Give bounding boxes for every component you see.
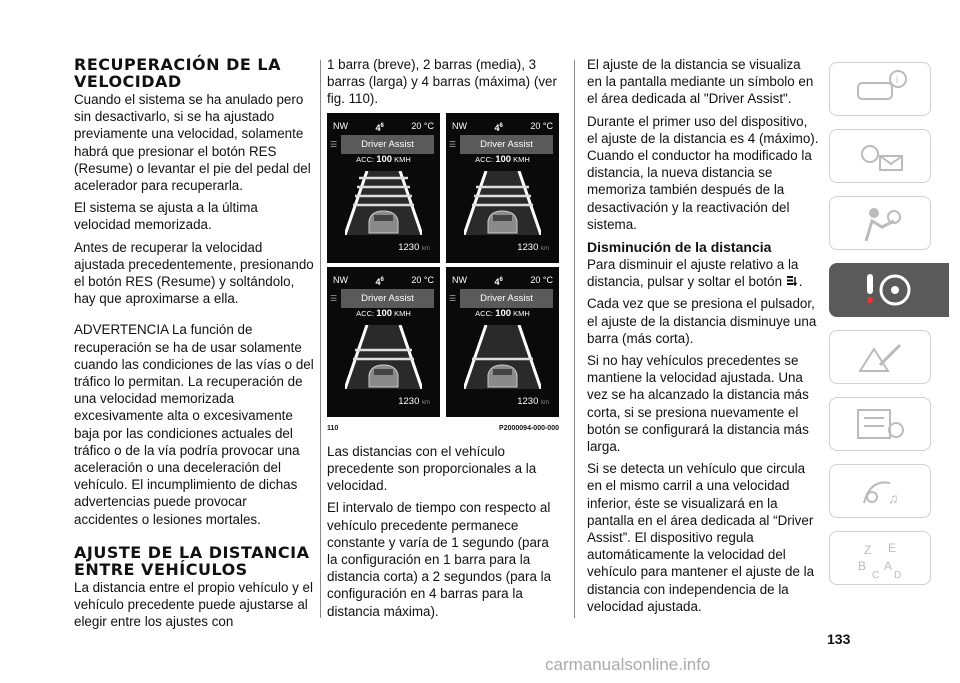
- compass-direction: NW: [333, 274, 348, 285]
- gear-value: 4: [494, 276, 500, 287]
- column-divider: [320, 60, 321, 618]
- road-distance-graphic: [345, 171, 422, 235]
- chapter-tab[interactable]: [829, 129, 931, 183]
- gear-sup: 6: [499, 122, 503, 129]
- road-distance-graphic: [345, 325, 422, 389]
- watermark: carmanualsonline.info: [545, 655, 711, 674]
- acc-speed-unit: KMH: [513, 308, 530, 318]
- warning-paragraph: ADVERTENCIA La función de recuperación se ha de usar solamente cuando las condiciones de las vías o del tráfico lo permitan. La recuperación de una velocidad memorizada excesivamente alta o excesivamente baja por las condiciones actuales del tráfico o de la vía podría provocar una aceleración o una deceleración del vehículo. El incumplimiento de dichas advertencias puede provocar accidentes o lesiones mortales.: [74, 322, 314, 527]
- svg-text:Z: Z: [864, 543, 872, 557]
- cluster-display-panel: [446, 113, 559, 263]
- acc-speed: [327, 305, 440, 322]
- temperature: 20 °C: [530, 120, 553, 131]
- cluster-display-panel: [327, 113, 440, 263]
- acc-speed-value: 100: [376, 153, 393, 165]
- paragraph: 1 barra (breve), 2 barras (media), 3 barras (larga) y 4 barras (máxima) (ver fig. 110).: [327, 57, 557, 107]
- subheading: Disminución de la distancia: [587, 239, 772, 256]
- cluster-display-panel: [446, 267, 559, 417]
- paragraph: La distancia entre el propio vehículo y el vehículo precedente puede ajustarse al elegir entre los ajustes con: [74, 579, 313, 630]
- distance-bars-icon: ☰: [330, 139, 338, 149]
- acc-speed-value: 100: [495, 153, 512, 165]
- odometer-unit: km: [422, 246, 430, 253]
- acc-prefix: ACC:: [475, 308, 494, 318]
- acc-prefix: ACC:: [356, 154, 375, 164]
- odometer-unit: km: [422, 400, 430, 407]
- own-car-icon: [488, 211, 517, 233]
- figure-code: P2000094-000-000: [499, 424, 559, 432]
- chapter-tab[interactable]: [829, 263, 949, 317]
- odometer-value: 1230: [398, 396, 420, 408]
- distance-bars-icon: ☰: [449, 139, 457, 149]
- section-heading: RECUPERACIÓN DE LA VELOCIDAD: [74, 55, 281, 91]
- compass-direction: NW: [452, 120, 467, 131]
- svg-text:♫: ♫: [888, 490, 899, 506]
- temperature: 20 °C: [411, 274, 434, 285]
- odometer-value: 1230: [517, 396, 539, 408]
- odometer: [517, 393, 549, 412]
- svg-text:B: B: [858, 559, 867, 573]
- paragraph: Si se detecta un vehículo que circula en el mismo carril a una velocidad inferior, éste se visualizará en la pantalla en el área dedicada al “Driver Assist”. El dispositivo regula automáticamente la velocidad del vehículo para mantener el ajuste de la distancia con independencia de la velocidad ajustada.: [587, 461, 815, 614]
- column-right: [587, 56, 819, 620]
- acc-speed-unit: KMH: [513, 154, 530, 164]
- paragraph: Para disminuir el ajuste relativo a la distancia, pulsar y soltar el botón .: [587, 257, 803, 290]
- paragraph: El sistema se ajusta a la última velocidad memorizada.: [74, 200, 258, 233]
- paragraph: Si no hay vehículos precedentes se mantiene la velocidad ajustada. Una vez se ha alcanzado la distancia más corta, si se presiona nuevamente el botón se configurará la distancia más larga.: [587, 353, 809, 455]
- distance-button-icon: [786, 275, 799, 287]
- own-car-icon: [488, 365, 517, 387]
- odometer-unit: km: [541, 400, 549, 407]
- chapter-tab[interactable]: [829, 531, 931, 585]
- column-divider: [574, 60, 575, 618]
- figure-cluster-displays: [327, 113, 559, 437]
- distance-bars-icon: ☰: [449, 293, 457, 303]
- paragraph: Cada vez que se presiona el pulsador, el ajuste de la distancia disminuye una barra (más corta).: [587, 296, 817, 346]
- gear-sup: 6: [380, 122, 384, 129]
- breakdown-icon: [850, 335, 910, 379]
- paragraph: El ajuste de la distancia se visualiza en la pantalla mediante un símbolo en el área dedicada al "Driver Assist".: [587, 57, 814, 107]
- odometer-unit: km: [541, 246, 549, 253]
- svg-text:E: E: [888, 541, 897, 555]
- paragraph: El intervalo de tiempo con respecto al vehículo precedente permanece constante y varía de 1 segundo (para la configuración en 1 barra para la distancia corta) a 2 segundos (para la configuración en 4 barras para la distancia máxima).: [327, 500, 552, 619]
- acc-speed-unit: KMH: [394, 154, 411, 164]
- acc-speed-unit: KMH: [394, 308, 411, 318]
- figure-caption: [327, 420, 559, 437]
- column-left: [74, 56, 314, 635]
- paragraph: Antes de recuperar la velocidad ajustada precedentemente, presionando el botón RES (Resume) y soltándolo, hay que aproximarse a ella.: [74, 239, 314, 307]
- chapter-tab[interactable]: [829, 196, 931, 250]
- gear-value: 4: [375, 276, 381, 287]
- road-distance-graphic: [464, 325, 541, 389]
- gear-sup: 6: [499, 276, 503, 283]
- acc-speed-value: 100: [495, 307, 512, 319]
- driver-assist-label: Driver Assist: [460, 135, 553, 154]
- maintenance-icon: [850, 402, 910, 446]
- svg-text:A: A: [884, 559, 893, 573]
- odometer: [398, 393, 430, 412]
- compass-direction: NW: [452, 274, 467, 285]
- odometer-value: 1230: [517, 242, 539, 254]
- distance-bars-icon: ☰: [330, 293, 338, 303]
- figure-panels: [327, 113, 559, 417]
- column-middle: [327, 56, 559, 625]
- own-car-icon: [369, 211, 398, 233]
- chapter-tab[interactable]: [829, 464, 931, 518]
- acc-prefix: ACC:: [475, 154, 494, 164]
- chapter-tab[interactable]: [829, 397, 931, 451]
- odometer: [517, 239, 549, 258]
- driver-assist-label: Driver Assist: [341, 135, 434, 154]
- paragraph: Cuando el sistema se ha anulado pero sin desactivarlo, si se ha ajustado previamente una velocidad, solamente habrá que presionar el botón RES (Resume) o levantar el pie del pedal del acelerador para recuperarla.: [74, 92, 311, 194]
- paragraph: Durante el primer uso del dispositivo, el ajuste de la distancia es 4 (máximo). Cuando el conductor ha modificado la distancia, la nueva distancia se memoriza también después de la desactivación y la reactivación del sistema.: [587, 113, 819, 232]
- airbag-safety-icon: [850, 201, 910, 245]
- driver-assist-label: Driver Assist: [341, 289, 434, 308]
- page-number: 133: [827, 631, 851, 647]
- svg-text:D: D: [894, 570, 902, 580]
- chapter-tab[interactable]: [829, 62, 931, 116]
- road-distance-graphic: [464, 171, 541, 235]
- gear-value: 4: [494, 122, 500, 133]
- svg-text:i: i: [896, 75, 899, 86]
- chapter-tab[interactable]: [829, 330, 931, 384]
- acc-speed: [327, 151, 440, 168]
- acc-speed: [446, 305, 559, 322]
- acc-prefix: ACC:: [356, 308, 375, 318]
- figure-number: 110: [327, 424, 339, 432]
- odometer-value: 1230: [398, 242, 420, 254]
- driver-assist-label: Driver Assist: [460, 289, 553, 308]
- multimedia-icon: [850, 469, 910, 513]
- temperature: 20 °C: [411, 120, 434, 131]
- odometer: [398, 239, 430, 258]
- paragraph: Las distancias con el vehículo precedente son proporcionales a la velocidad.: [327, 443, 537, 494]
- acc-speed: [446, 151, 559, 168]
- warning-light-icon: [850, 134, 910, 178]
- compass-direction: NW: [333, 120, 348, 131]
- steering-wheel-key-icon: [859, 268, 919, 312]
- alphabetical-index-icon: [850, 536, 910, 580]
- gear-value: 4: [375, 122, 381, 133]
- temperature: 20 °C: [530, 274, 553, 285]
- car-info-icon: [850, 67, 910, 111]
- cluster-display-panel: [327, 267, 440, 417]
- section-heading: AJUSTE DE LA DISTANCIA ENTRE VEHÍCULOS: [74, 542, 310, 579]
- own-car-icon: [369, 365, 398, 387]
- gear-sup: 6: [380, 276, 384, 283]
- svg-text:C: C: [872, 570, 880, 580]
- paragraph-text: Para disminuir el ajuste relativo a la distancia, pulsar y soltar el botón: [587, 257, 799, 290]
- acc-speed-value: 100: [376, 307, 393, 319]
